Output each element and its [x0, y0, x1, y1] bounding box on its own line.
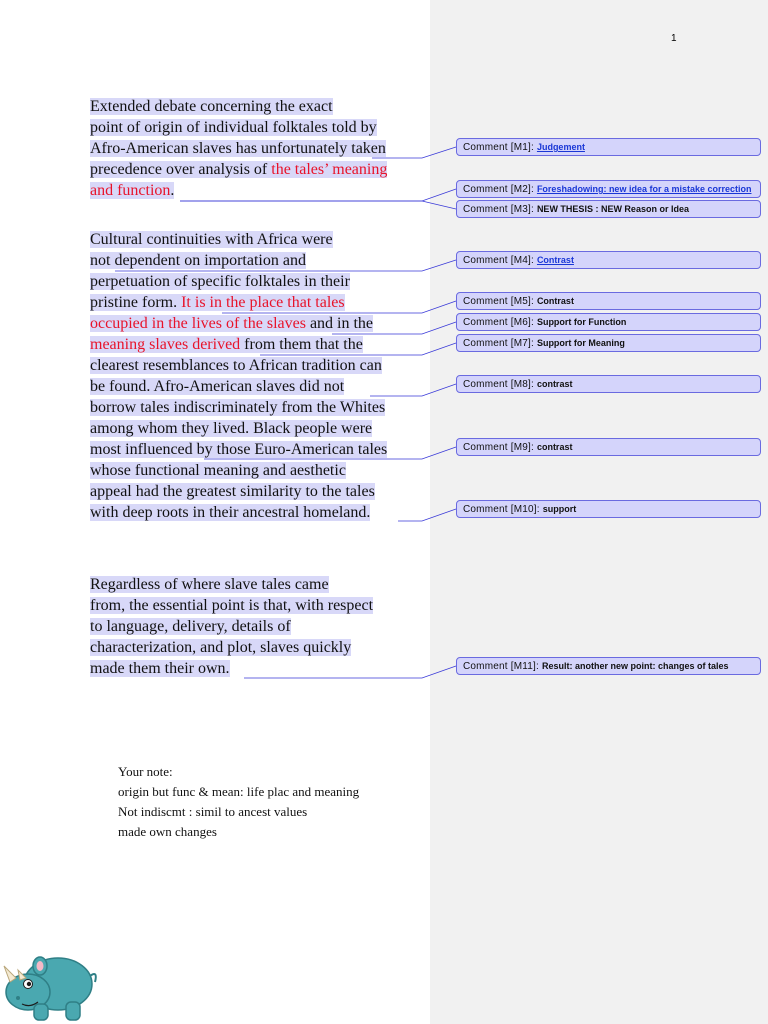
text-run: with deep roots in their ancestral homeland. [90, 504, 371, 521]
comment-connector [398, 509, 456, 521]
red-text-run: and function [90, 182, 171, 199]
comment-connector [115, 260, 456, 271]
text-run: and in the [305, 315, 374, 332]
text-run: Extended debate concerning the exact [90, 98, 333, 115]
comment-connector [244, 666, 456, 678]
comment-bubble[interactable] [456, 375, 761, 393]
comment-text: Contrast [536, 296, 574, 306]
text-run: borrow tales indiscriminately from the Whites [90, 399, 386, 416]
text-run: . [170, 182, 175, 199]
note-line: Your note: [118, 764, 173, 779]
rhino-mascot-icon [0, 942, 100, 1022]
comment-connector [260, 343, 456, 355]
comment-bubble[interactable] [456, 313, 761, 331]
comment-bubble[interactable] [456, 180, 761, 198]
comment-label: Comment [M1]: [463, 142, 537, 153]
comment-connector [370, 384, 456, 396]
text-run: characterization, and plot, slaves quickly [90, 639, 352, 656]
comment-bubble[interactable] [456, 500, 761, 518]
red-text-run: meaning slaves derived [90, 336, 241, 353]
comment-label: Comment [M7]: [463, 338, 537, 349]
comment-label: Comment [M9]: [463, 442, 537, 453]
comment-label: Comment [M5]: [463, 296, 537, 307]
comment-label: Comment [M10]: [463, 504, 543, 515]
comment-text[interactable]: Judgement [536, 142, 585, 152]
text-run: clearest resemblances to African tradition can [90, 357, 382, 374]
comment-bubble[interactable] [456, 438, 761, 456]
comment-connector [180, 201, 456, 209]
comment-text: contrast [536, 379, 573, 389]
comment-text: contrast [536, 442, 573, 452]
comment-text: Support for Function [536, 317, 627, 327]
comment-text: support [542, 504, 577, 514]
comment-bubble[interactable] [456, 251, 761, 269]
comment-bubble[interactable] [456, 657, 761, 675]
comment-bubble[interactable] [456, 200, 761, 218]
comment-text[interactable]: Contrast [536, 255, 574, 265]
comment-label: Comment [M3]: [463, 204, 537, 215]
comment-label: Comment [M11]: [463, 661, 542, 672]
comment-text: NEW THESIS : NEW Reason or Idea [536, 204, 689, 214]
comment-label: Comment [M6]: [463, 317, 537, 328]
note-line: made own changes [118, 824, 217, 839]
comment-connector [372, 147, 456, 158]
text-run: point of origin of individual folktales told by [90, 119, 377, 136]
comment-label: Comment [M8]: [463, 379, 537, 390]
text-run: most influenced by those Euro-American tales [90, 441, 388, 458]
comment-bubble[interactable] [456, 292, 761, 310]
text-run: from, the essential point is that, with respect [90, 597, 374, 614]
notes-block [118, 762, 359, 842]
text-run: among whom they lived. Black people were [90, 420, 373, 437]
comment-text[interactable]: Foreshadowing: new idea for a mistake correction [536, 184, 752, 194]
text-run: pristine form. [90, 294, 182, 311]
text-run: from them that the [240, 336, 363, 353]
text-run: whose functional meaning and aesthetic [90, 462, 346, 479]
text-run: not dependent on importation and [90, 252, 306, 269]
comment-label: Comment [M4]: [463, 255, 537, 266]
text-run: Regardless of where slave tales came [90, 576, 329, 593]
note-line: Not indiscmt : simil to ancest values [118, 804, 308, 819]
red-text-run: the tales’ meaning [271, 161, 388, 178]
text-run: to language, delivery, details of [90, 618, 291, 635]
comment-bubble[interactable] [456, 138, 761, 156]
comment-connector [180, 189, 456, 201]
comment-text: Support for Meaning [536, 338, 625, 348]
comment-label: Comment [M2]: [463, 184, 537, 195]
text-run: appeal had the greatest similarity to the tales [90, 483, 375, 500]
text-run: precedence over analysis of [90, 161, 272, 178]
comment-bubble[interactable] [456, 334, 761, 352]
text-run: be found. Afro-American slaves did not [90, 378, 345, 395]
comment-connector [222, 301, 456, 313]
comment-text: Result: another new point: changes of tales [541, 661, 729, 671]
text-run: made them their own. [90, 660, 230, 677]
note-line: origin but func & mean: life plac and meaning [118, 784, 360, 799]
comment-connector [204, 447, 456, 459]
text-run: Afro-American slaves has unfortunately taken [90, 140, 386, 157]
red-text-run: It is in the place that tales [181, 294, 345, 311]
text-run: perpetuation of specific folktales in their [90, 273, 350, 290]
red-text-run: occupied in the lives of the slaves [90, 315, 306, 332]
page-number: 1 [671, 33, 677, 44]
comment-connector [332, 322, 456, 334]
text-run: Cultural continuities with Africa were [90, 231, 333, 248]
